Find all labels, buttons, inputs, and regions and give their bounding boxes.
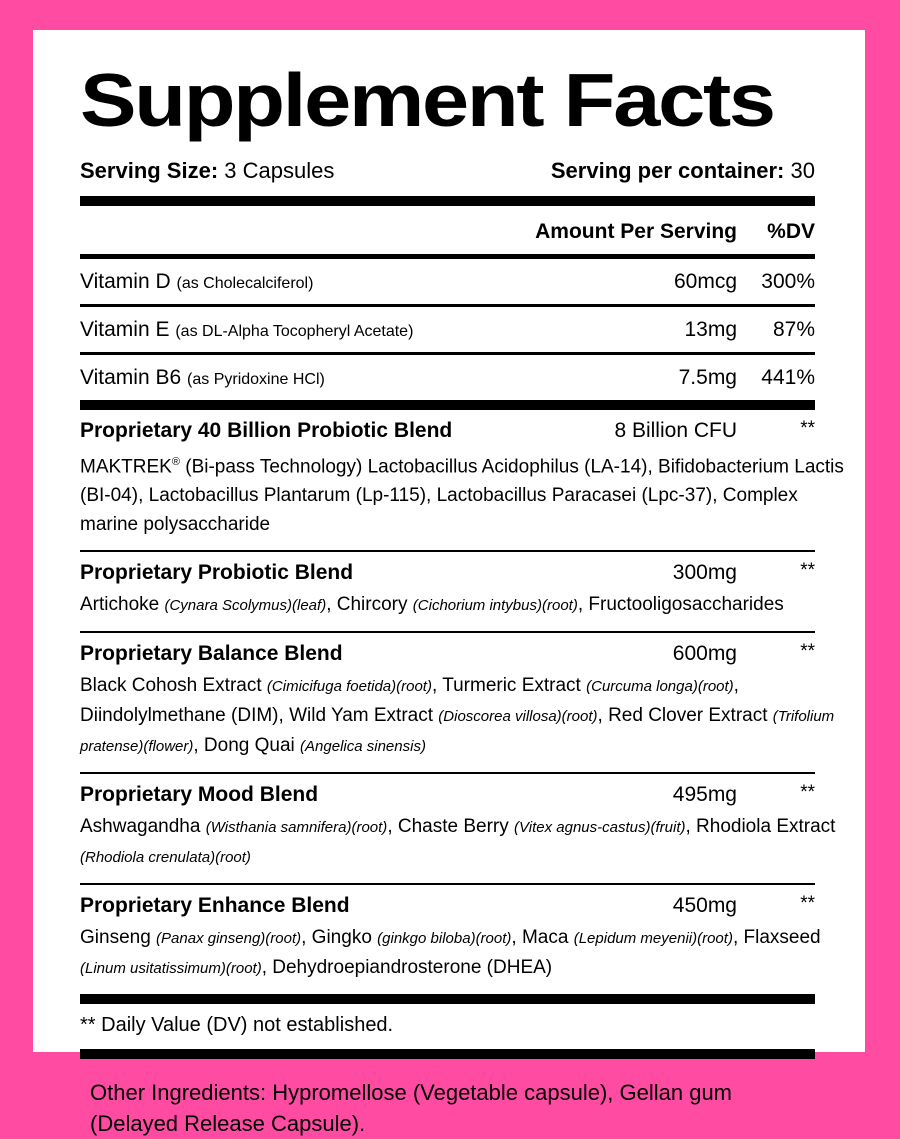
divider-thick <box>80 994 815 1004</box>
blend-ingredients: Ginseng (Panax ginseng)(root), Gingko (ginkgo biloba)(root), Maca (Lepidum meyenii)(root), Flaxseed (Linum usitatissimum)(root), Dehydroepiandrosterone (DHEA) <box>80 927 821 979</box>
ingredient-name: Vitamin E <box>80 318 170 341</box>
serving-size-value: 3 Capsules <box>224 158 335 183</box>
blend-amount: 450mg <box>672 894 737 918</box>
serving-info-row <box>80 158 815 184</box>
blend-section-enhance <box>80 885 821 994</box>
ingredient-amount: 7.5mg <box>678 366 737 389</box>
ingredient-detail: (as Cholecalciferol) <box>176 275 314 292</box>
ingredient-detail: (as DL-Alpha Tocopheryl Acetate) <box>175 323 414 340</box>
blend-name: Proprietary Enhance Blend <box>80 894 350 918</box>
blend-name: Proprietary Probiotic Blend <box>80 561 354 585</box>
table-row-vitamin-e <box>80 307 815 352</box>
blend-ingredients: Black Cohosh Extract (Cimicifuga foetida)(root), Turmeric Extract (Curcuma longa)(root), Diindolylmethane (DIM), Wild Yam Extract (Dioscorea villosa)(root), Red Clover Extract (Trifolium pratense)(flower), Dong Quai (Angelica sinensis) <box>80 675 835 757</box>
blend-section-mood <box>80 774 836 883</box>
daily-value-footnote: ** Daily Value (DV) not established. <box>80 1014 394 1037</box>
ingredient-amount: 60mcg <box>673 270 737 293</box>
ingredient-detail: (as Pyridoxine HCl) <box>187 371 325 388</box>
ingredient-dv: 441% <box>761 366 815 389</box>
ingredient-dv: 87% <box>772 318 815 341</box>
ingredient-name: Vitamin B6 <box>80 366 182 389</box>
divider-thick <box>80 400 815 410</box>
blend-ingredients: Artichoke (Cynara Scolymus)(leaf), Chircory (Cichorium intybus)(root), Fructooligosaccharides <box>80 594 784 616</box>
ingredient-dv: 300% <box>761 270 815 293</box>
table-header-row <box>80 206 815 254</box>
blend-ingredients: Ashwagandha (Wisthania samnifera)(root), Chaste Berry (Vitex agnus-castus)(fruit), Rhodiola Extract (Rhodiola crenulata)(root) <box>80 816 836 867</box>
blend-dv: ** <box>800 782 815 804</box>
blend-amount: 8 Billion CFU <box>614 419 737 442</box>
servings-per-container <box>551 158 815 184</box>
dv-column-header: %DV <box>767 220 815 243</box>
other-ingredients: Other Ingredients: Hypromellose (Vegetable capsule), Gellan gum (Delayed Release Capsule). <box>90 1080 733 1137</box>
servings-per-container-label: Serving per container: <box>550 158 785 183</box>
blend-amount: 495mg <box>672 783 737 807</box>
blend-section-balance <box>80 633 835 772</box>
blend-section-probiotic <box>80 552 815 631</box>
blend-dv: ** <box>800 560 815 582</box>
blend-amount: 300mg <box>672 561 737 585</box>
blend-amount: 600mg <box>672 642 737 666</box>
amount-column-header: Amount Per Serving <box>535 220 737 243</box>
panel-title: Supplement Facts <box>80 58 774 142</box>
blend-name: Proprietary Mood Blend <box>80 783 319 807</box>
ingredient-name: Vitamin D <box>80 270 171 293</box>
blend-dv: ** <box>800 641 815 663</box>
divider-thick-top <box>80 196 815 206</box>
table-row-vitamin-d <box>80 259 815 304</box>
ingredient-amount: 13mg <box>684 318 737 341</box>
servings-per-container-value: 30 <box>790 158 815 183</box>
blend-name: Proprietary 40 Billion Probiotic Blend <box>80 419 453 442</box>
blend-ingredients: MAKTREK® (Bi-pass Technology) Lactobacillus Acidophilus (LA-14), Bifidobacterium Lactis (BI-04), Lactobacillus Plantarum (Lp-115), Lactobacillus Paracasei (Lpc-37), Complex marine polysaccharide <box>80 456 844 536</box>
serving-size <box>80 158 334 184</box>
blend-section-probiotic-40b <box>80 410 844 550</box>
blend-dv: ** <box>800 418 815 439</box>
blend-name: Proprietary Balance Blend <box>80 642 343 666</box>
supplement-facts-panel <box>33 30 865 1137</box>
table-row-vitamin-b6 <box>80 355 815 400</box>
blend-dv: ** <box>800 893 815 915</box>
divider-thick-bottom <box>80 1049 815 1059</box>
serving-size-label: Serving Size: <box>80 158 219 183</box>
